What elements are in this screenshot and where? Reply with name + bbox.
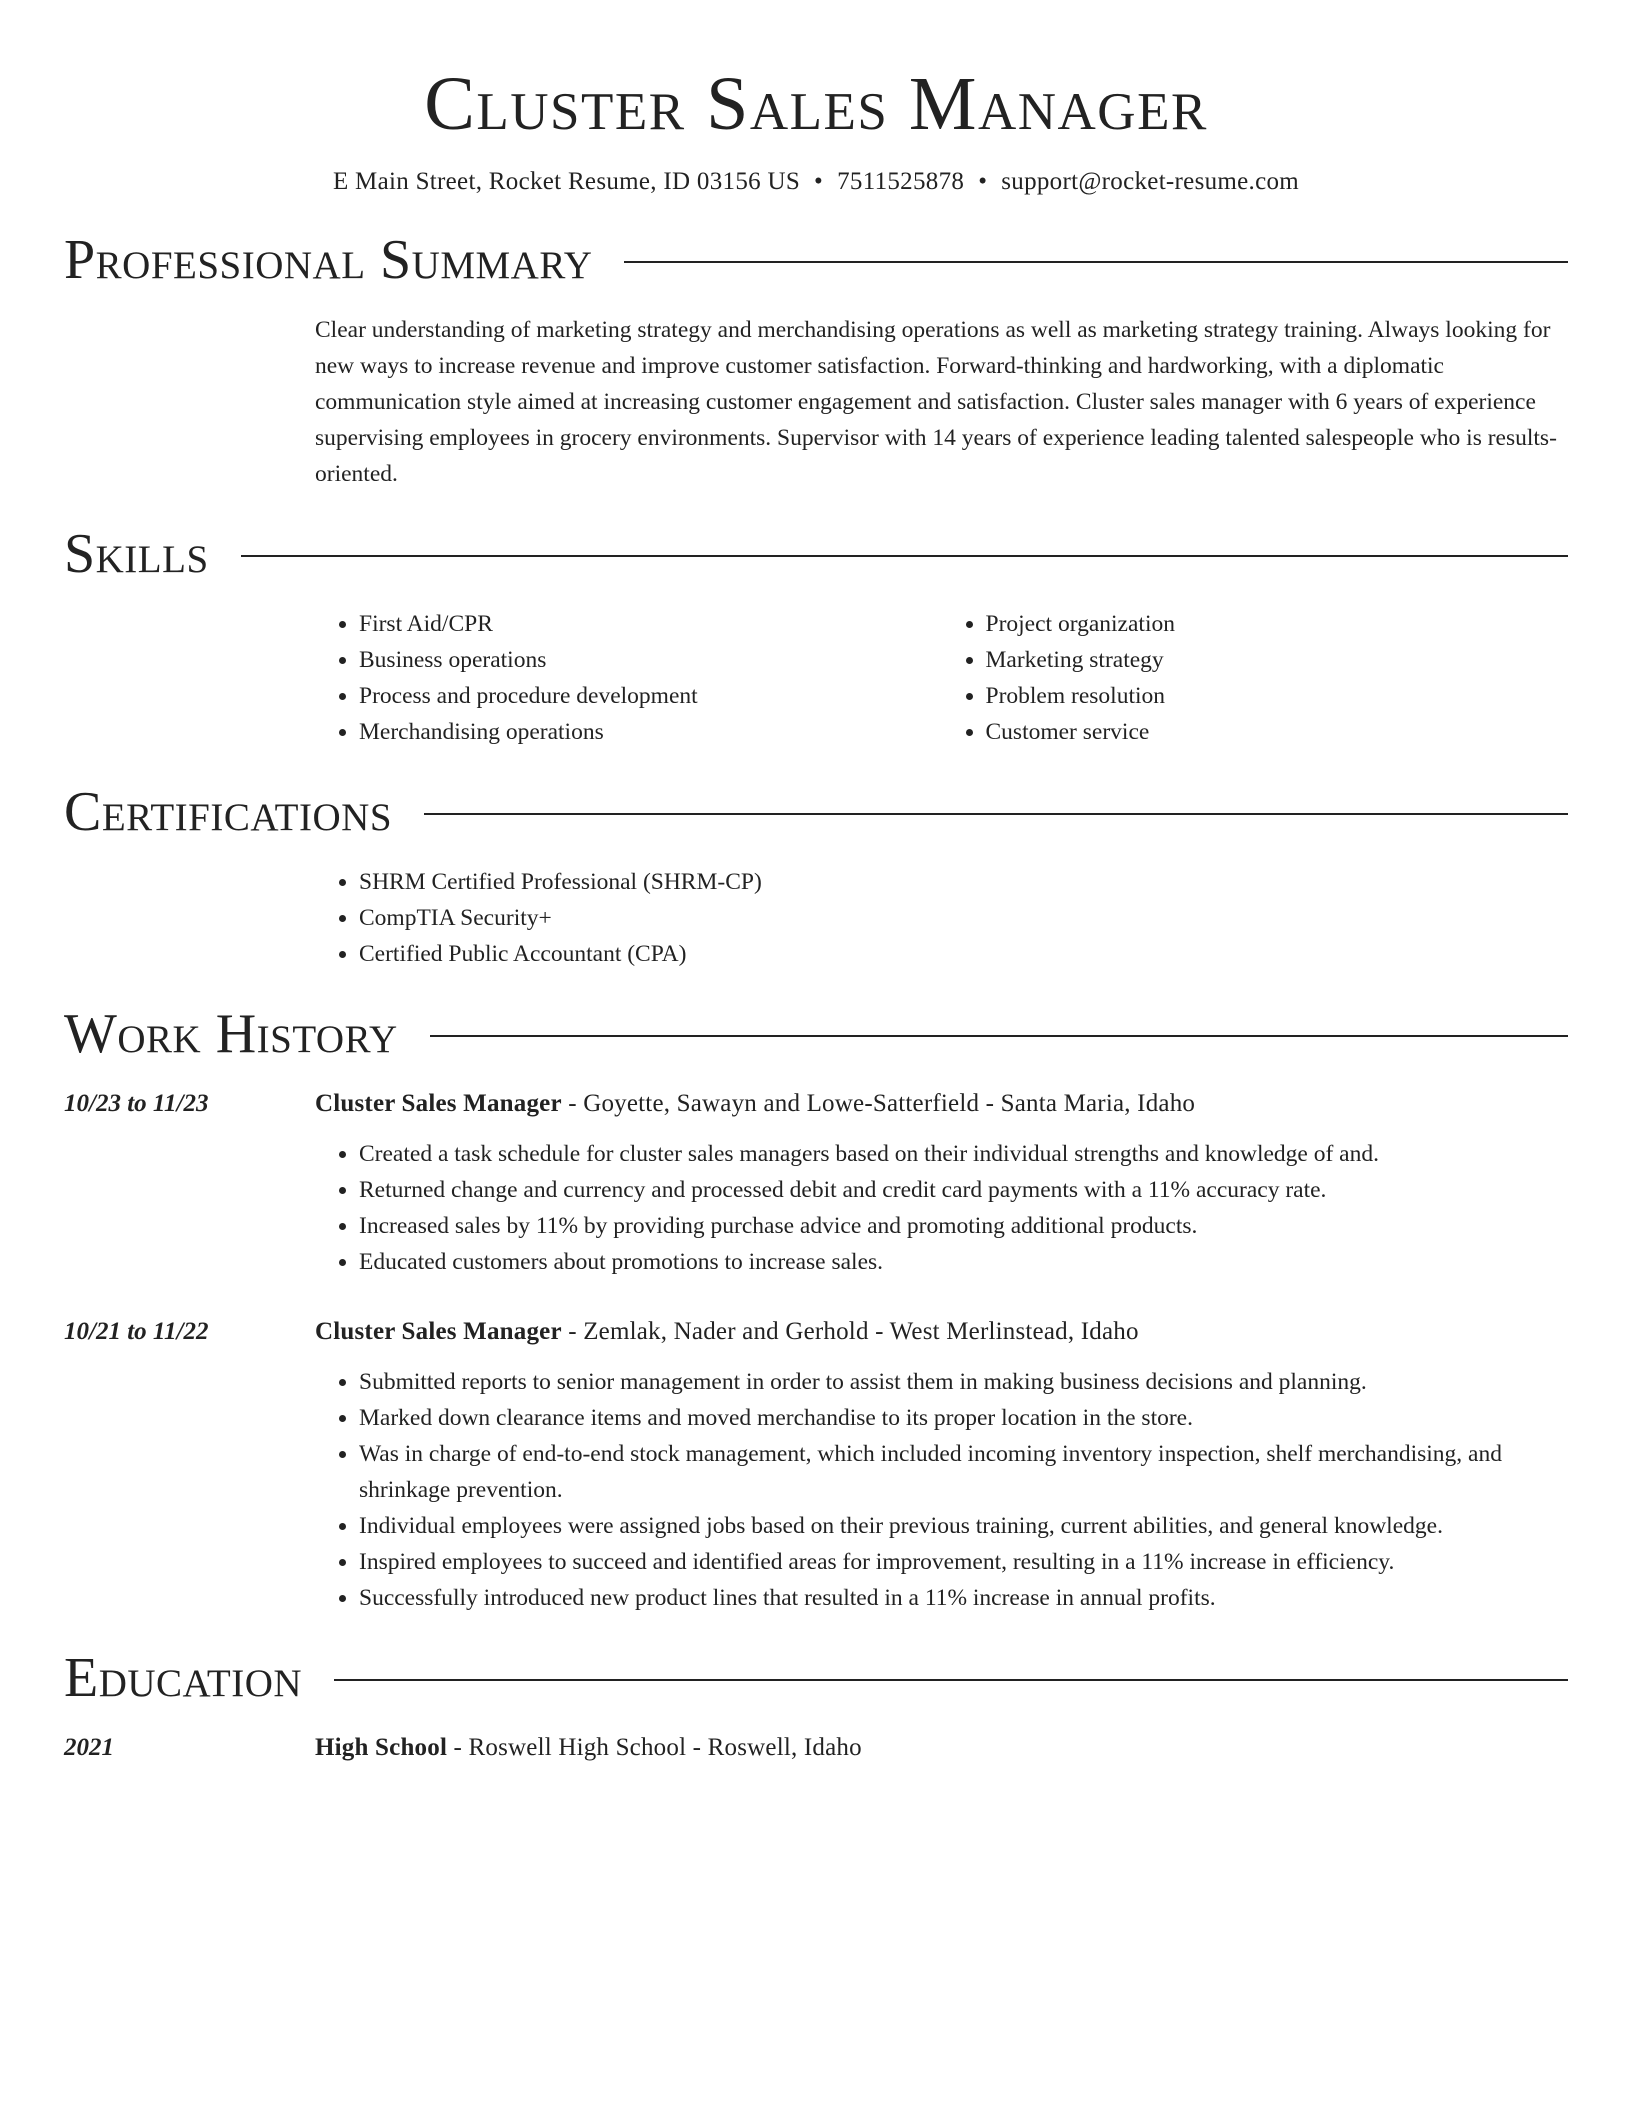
list-item: • SHRM Certified Professional (SHRM-CP) xyxy=(359,864,1568,900)
certifications-items xyxy=(315,864,1568,972)
contact-separator: • xyxy=(814,168,824,195)
list-item: • Certified Public Accountant (CPA) xyxy=(359,936,1568,972)
list-item: • Process and procedure development xyxy=(359,678,942,714)
job-header xyxy=(64,1086,1568,1122)
contact-phone: 7511525878 xyxy=(837,168,965,195)
work-heading: Work History xyxy=(64,1003,398,1065)
list-item: • Inspired employees to succeed and identified areas for improvement, resulting in a 11% increase in efficiency. xyxy=(359,1544,1568,1580)
resume-page xyxy=(64,0,1568,1766)
list-item: • Marketing strategy xyxy=(986,642,1569,678)
summary-body xyxy=(315,312,1568,492)
job-bullets xyxy=(315,1364,1568,1616)
job-header xyxy=(64,1314,1568,1350)
section-divider xyxy=(624,261,1568,263)
contact-email: support@rocket-resume.com xyxy=(1001,168,1300,195)
job-details: - Zemlak, Nader and Gerhold - West Merlinstead, Idaho xyxy=(561,1318,1139,1345)
job-bullets xyxy=(315,1136,1568,1280)
job-details: - Goyette, Sawayn and Lowe-Satterfield - Santa Maria, Idaho xyxy=(561,1090,1196,1117)
list-item: • Submitted reports to senior management in order to assist them in making business decisions and planning. xyxy=(359,1364,1568,1400)
list-item: • Marked down clearance items and moved merchandise to its proper location in the store. xyxy=(359,1400,1568,1436)
education-heading: Education xyxy=(64,1647,303,1709)
education-entry xyxy=(64,1730,1568,1766)
job-role: Cluster Sales Manager xyxy=(315,1090,562,1117)
work-section-header xyxy=(64,1002,1568,1066)
summary-section-header xyxy=(64,228,1568,292)
skills-list xyxy=(315,606,1568,750)
list-item: • Educated customers about promotions to increase sales. xyxy=(359,1244,1568,1280)
list-item: • Returned change and currency and processed debit and credit card payments with a 11% accuracy rate. xyxy=(359,1172,1568,1208)
certifications-list xyxy=(315,864,1568,972)
list-item: • Individual employees were assigned jobs based on their previous training, current abilities, and general knowledge. xyxy=(359,1508,1568,1544)
job-entry xyxy=(64,1314,1568,1616)
list-item: • First Aid/CPR xyxy=(359,606,942,642)
list-item: • Created a task schedule for cluster sales managers based on their individual strengths and knowledge of and. xyxy=(359,1136,1568,1172)
certifications-section-header xyxy=(64,780,1568,844)
education-header xyxy=(64,1730,1568,1766)
summary-heading: Professional Summary xyxy=(64,229,593,291)
list-item: • Customer service xyxy=(986,714,1569,750)
section-divider xyxy=(430,1035,1568,1037)
education-year: 2021 xyxy=(64,1734,114,1761)
list-item: • Problem resolution xyxy=(986,678,1569,714)
job-headline xyxy=(315,1314,1139,1350)
skills-column-left xyxy=(315,606,942,750)
list-item: • Increased sales by 11% by providing purchase advice and promoting additional products. xyxy=(359,1208,1568,1244)
list-item: • Merchandising operations xyxy=(359,714,942,750)
job-headline xyxy=(315,1086,1195,1122)
job-dates: 10/21 to 11/22 xyxy=(64,1318,209,1345)
contact-address: E Main Street, Rocket Resume, ID 03156 US xyxy=(332,168,801,195)
job-dates: 10/23 to 11/23 xyxy=(64,1090,209,1117)
list-item: • Was in charge of end-to-end stock management, which included incoming inventory inspection, shelf merchandising, and shrinkage prevention. xyxy=(359,1436,1568,1508)
section-divider xyxy=(424,813,1568,815)
job-entry xyxy=(64,1086,1568,1280)
contact-separator: • xyxy=(978,168,988,195)
list-item: • Successfully introduced new product lines that resulted in a 11% increase in annual profits. xyxy=(359,1580,1568,1616)
list-item: • Project organization xyxy=(986,606,1569,642)
skills-column-right xyxy=(942,606,1569,750)
skills-heading: Skills xyxy=(64,523,209,585)
certifications-heading: Certifications xyxy=(64,781,393,843)
list-item: • Business operations xyxy=(359,642,942,678)
section-divider xyxy=(334,1679,1568,1681)
education-headline xyxy=(315,1730,862,1766)
list-item: • CompTIA Security+ xyxy=(359,900,1568,936)
skills-section-header xyxy=(64,522,1568,586)
job-bullet-list xyxy=(315,1364,1568,1616)
candidate-title: Cluster Sales Manager xyxy=(424,62,1208,146)
contact-line xyxy=(64,166,1568,198)
education-details: - Roswell High School - Roswell, Idaho xyxy=(447,1734,862,1761)
summary-text: Clear understanding of marketing strategy and merchandising operations as well as marketing strategy training. Always looking for new ways to increase revenue and improve customer satisfaction. Forward-thinking and hardworking, with a diplomatic communication style aimed at increasing customer engagement and satisfaction. Cluster sales manager with 6 years of experience supervising employees in grocery environments. Supervisor with 14 years of experience leading talented salespeople who is results-oriented. xyxy=(315,317,1557,487)
section-divider xyxy=(241,555,1568,557)
job-role: Cluster Sales Manager xyxy=(315,1318,562,1345)
job-bullet-list xyxy=(315,1136,1568,1280)
education-section-header xyxy=(64,1646,1568,1710)
education-degree: High School xyxy=(315,1734,448,1761)
